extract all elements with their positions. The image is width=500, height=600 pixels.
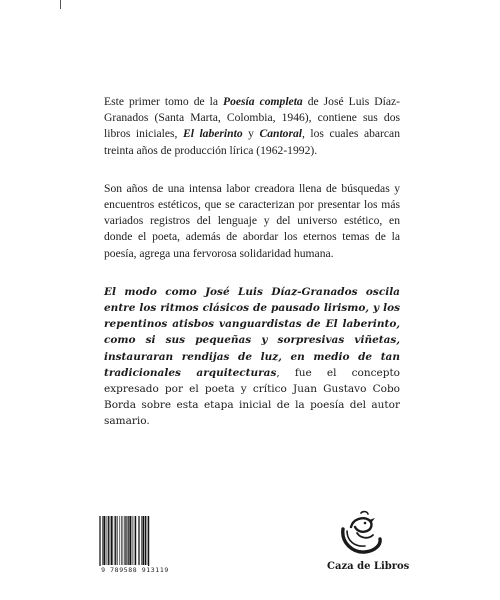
critic-quote: El modo como José Luis Díaz-Granados oscila entre los ritmos clásicos de pausado lirismo, y los repentinos atisbos vanguardistas de El laberinto, como si sus pequeñas y sorpresivas viñetas, instauraran rendijas de luz, en medio de tan tradicionales arquitecturas (104, 285, 400, 379)
barcode-bar (142, 516, 144, 565)
barcode-bar (106, 516, 107, 565)
barcode-bar (141, 516, 142, 565)
barcode-bars (97, 516, 173, 570)
barcode-bar (135, 516, 136, 565)
book-title-el-laberinto: El laberinto (182, 127, 243, 141)
barcode-bar (110, 516, 111, 565)
barcode-bar (126, 516, 127, 565)
barcode-bar (129, 516, 131, 565)
crop-mark (60, 0, 61, 9)
barcode-bar (117, 516, 118, 565)
text-span: , los cuales abarcan treinta años de producción lírica (1962-1992). (104, 127, 400, 157)
publisher-name: Caza de Libros (327, 561, 410, 572)
paragraph-intro (104, 94, 400, 159)
barcode-bar (128, 516, 129, 565)
isbn-barcode (97, 516, 173, 574)
barcode-bar (99, 516, 100, 568)
barcode-bar (147, 516, 148, 565)
paragraph-critic-quote (104, 284, 400, 430)
barcode-bar (100, 516, 101, 568)
text-span: y (242, 127, 260, 141)
paragraph-description: Son años de una intensa labor creadora llena de búsquedas y encuentros estéticos, que se caracterizan por presentar los más variados registros del lenguaje y del universo estético, en donde el poeta, además de abordar los eternos temas de la poesía, agrega una fervorosa solidaridad humana. (104, 181, 400, 260)
barcode-bar (121, 516, 122, 565)
bird-nest-logo-icon (335, 509, 387, 557)
barcode-bar (111, 516, 113, 565)
barcode-bar (124, 516, 125, 565)
back-cover-text (104, 94, 400, 452)
barcode-bar (145, 516, 146, 565)
barcode-bar (134, 516, 135, 565)
barcode-bar (148, 516, 149, 568)
text-span: Este primer tomo de la (104, 95, 224, 108)
barcode-bar (119, 516, 120, 565)
publisher-block (327, 509, 410, 581)
barcode-bar (114, 516, 115, 565)
barcode-bar (102, 516, 103, 565)
book-title-poesia-completa: Poesía completa (223, 95, 303, 108)
barcode-bar (132, 516, 133, 565)
barcode-bar (123, 516, 124, 565)
critic-attribution: , fue el concepto expresado por el poeta y crítico Juan Gustavo Cobo Borda sobre esta etapa inicial de la poesía del autor samario. (104, 366, 401, 428)
barcode-bar (103, 516, 105, 565)
barcode-bar (138, 516, 139, 565)
barcode-bar (115, 516, 116, 565)
book-title-cantoral: Cantoral (259, 127, 302, 141)
text-span: de José Luis Díaz-Granados (Santa Marta, Colombia, 1946), contiene sus dos libros iniciales, (104, 95, 400, 141)
isbn-digits: 9 789588 913119 (97, 566, 173, 574)
barcode-bar (139, 516, 140, 565)
barcode-bar (108, 516, 109, 565)
